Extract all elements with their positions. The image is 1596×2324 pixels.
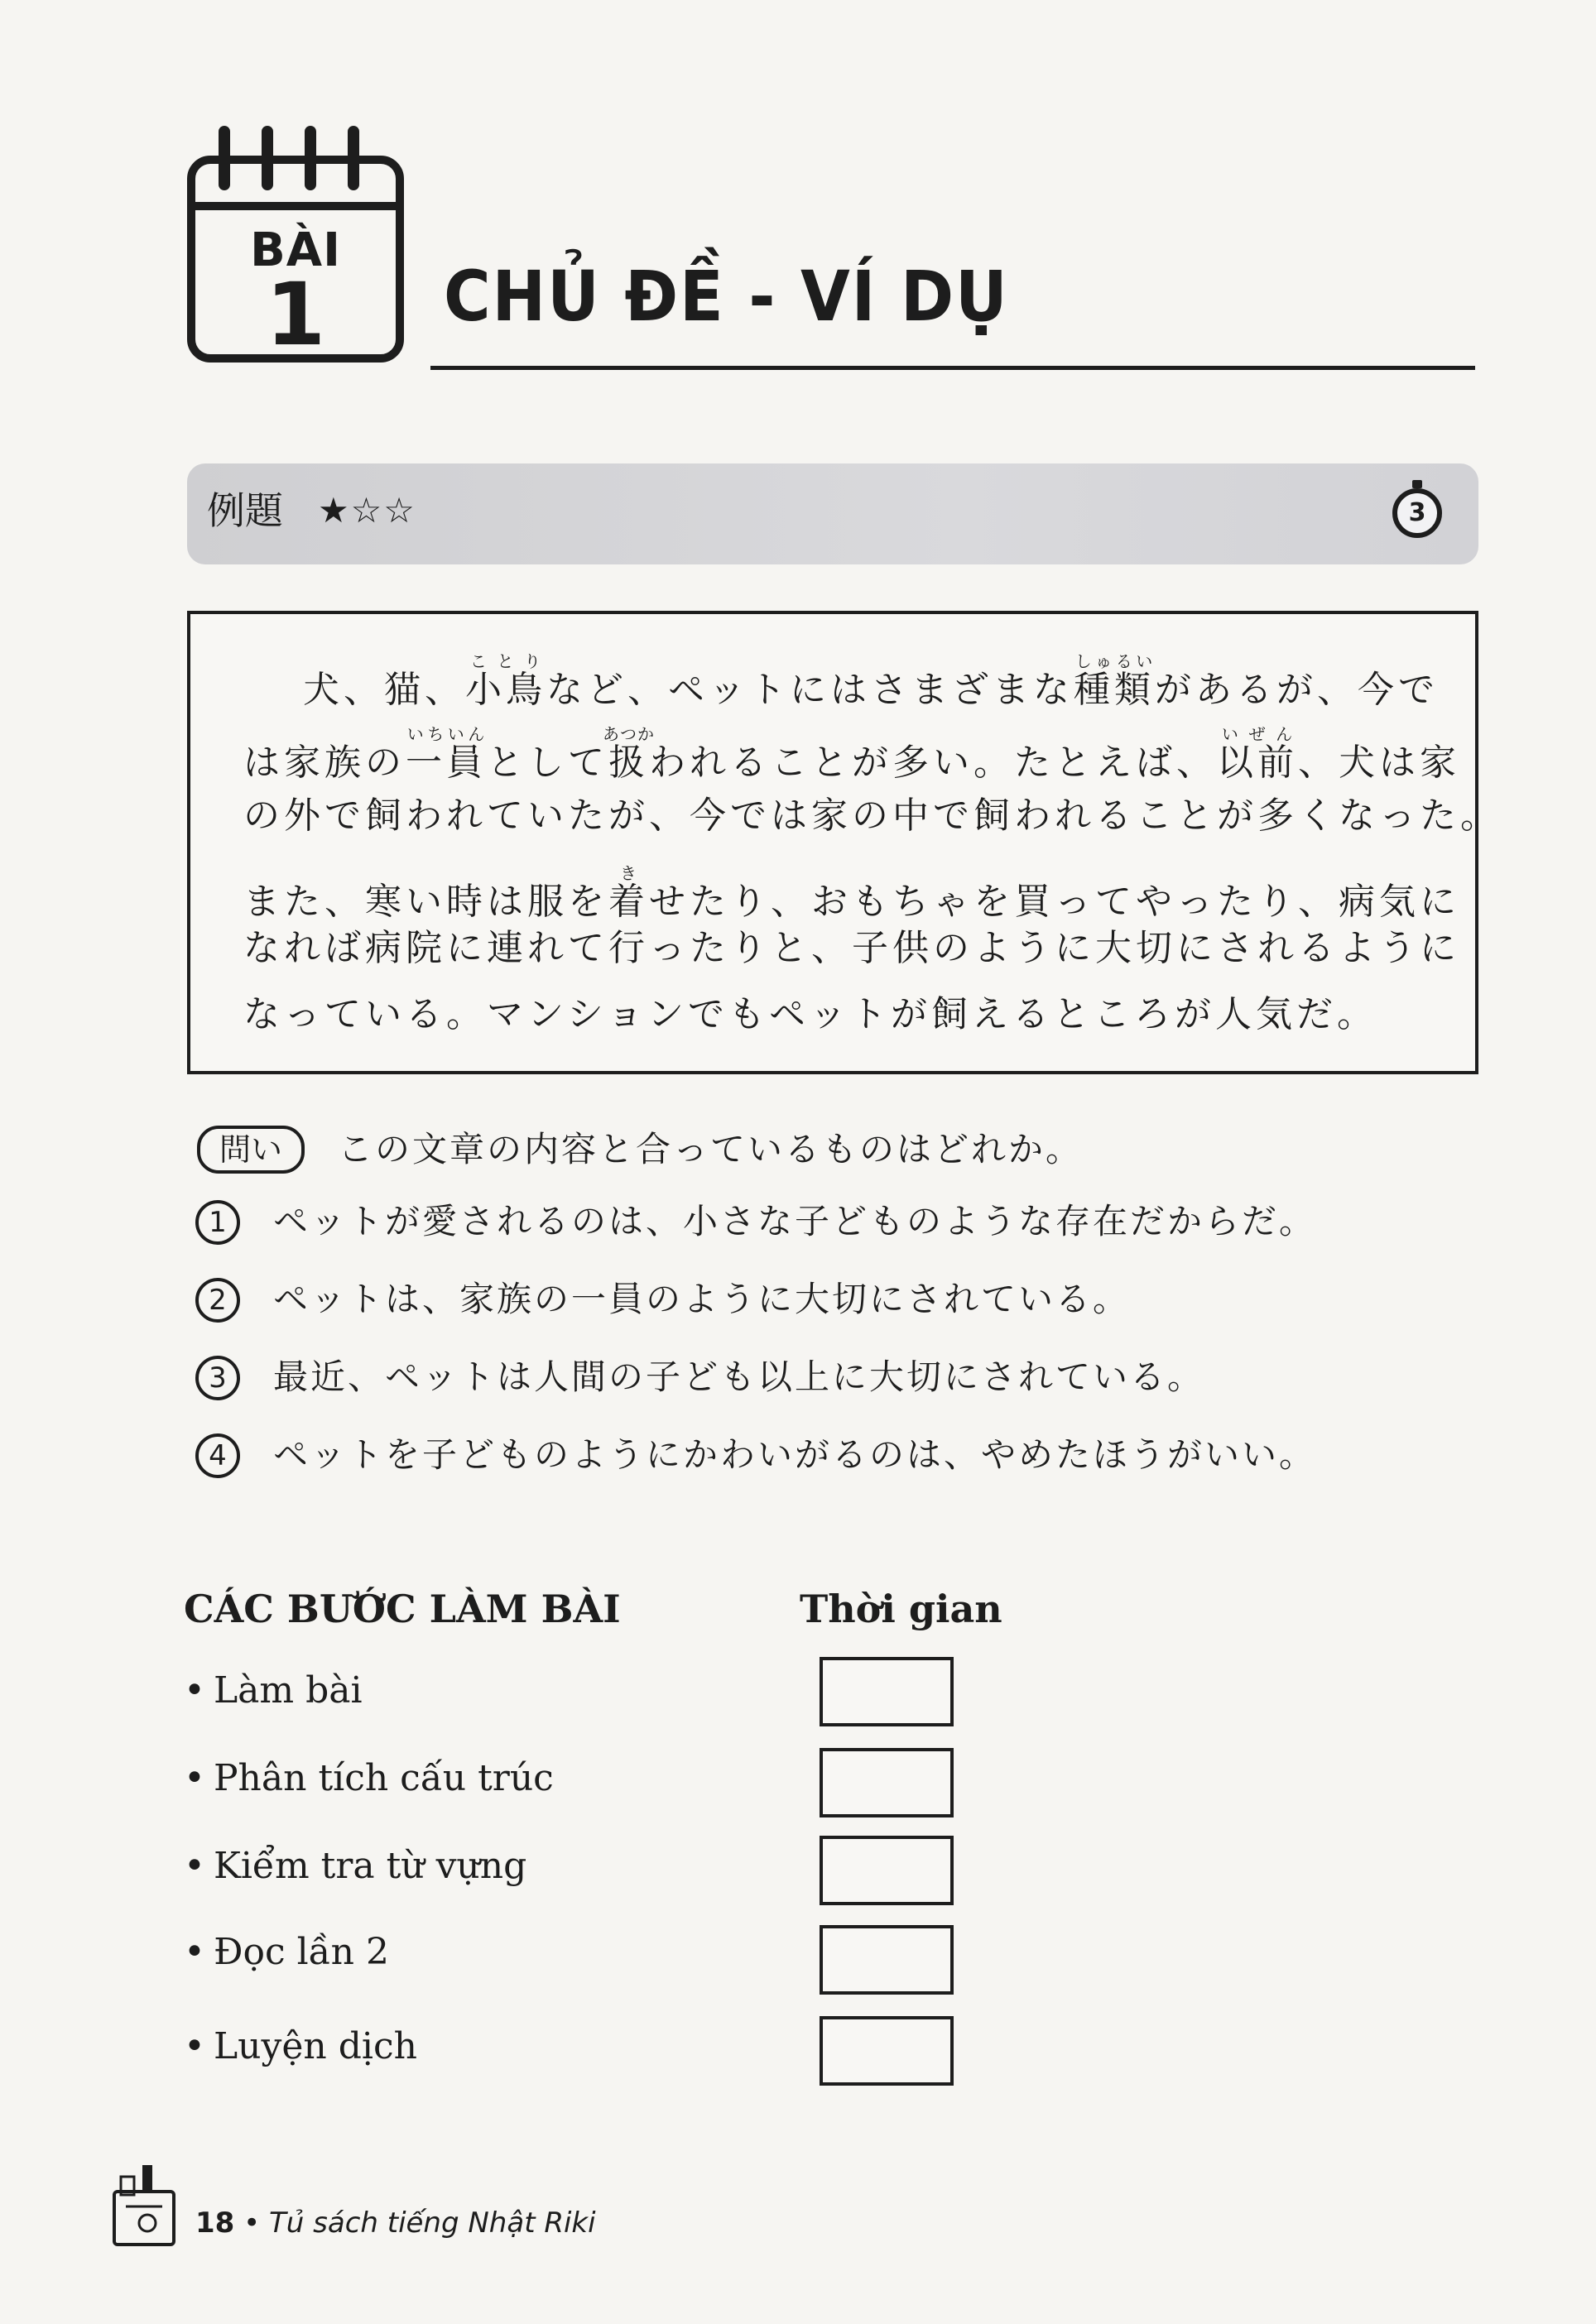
step-item: • Kiểm tra từ vựng: [184, 1842, 526, 1890]
passage-text: せたり、おもちゃを買ってやったり、病気に: [649, 881, 1460, 923]
furigana-word: 一員いちいん: [406, 724, 487, 784]
steps-heading: CÁC BƯỚC LÀM BÀI: [184, 1587, 621, 1631]
step-item: • Làm bài: [184, 1667, 363, 1715]
time-entry-box[interactable]: [820, 1748, 954, 1817]
time-entry-box[interactable]: [820, 1836, 954, 1905]
passage-text: なっている。マンションでもペットが飼えるところが人気だ。: [243, 993, 1378, 1035]
passage-text: 、犬は家: [1298, 742, 1460, 784]
time-entry-box[interactable]: [820, 1925, 954, 1995]
page-number: 18: [195, 2206, 235, 2240]
passage-text: なれば病院に連れて行ったりと、子供のように大切にされるように: [243, 927, 1460, 969]
passage-line: [243, 993, 1378, 1035]
passage-text: は家族の: [243, 742, 406, 784]
passage-line: [303, 651, 1439, 711]
passage-line: [243, 863, 1460, 923]
option-number: 2: [195, 1278, 240, 1323]
book-logo-icon: [109, 2158, 180, 2250]
passage-text: われることが多い。たとえば、: [649, 742, 1217, 784]
series-name: Tủ sách tiếng Nhật Riki: [269, 2206, 596, 2240]
lesson-badge-number: 1: [265, 264, 326, 365]
passage-text: があるが、今で: [1155, 669, 1439, 711]
furigana-word: 着き: [608, 863, 649, 923]
example-label: 例題: [207, 488, 283, 533]
step-item: • Luyện dịch: [184, 2023, 417, 2071]
time-entry-box[interactable]: [820, 1657, 954, 1726]
furigana-word: 小鳥ことり: [465, 651, 546, 711]
furigana-word: 以前いぜん: [1217, 724, 1298, 784]
passage-text: など、ペットにはさまざまな: [546, 669, 1074, 711]
furigana-word: 種類しゅるい: [1074, 651, 1155, 711]
lesson-badge: [187, 156, 404, 363]
calendar-ring-icon: [219, 126, 230, 190]
passage-text: また、寒い時は服を: [243, 881, 608, 923]
footer-separator: •: [243, 2206, 261, 2240]
stopwatch-icon: 3: [1392, 488, 1442, 538]
step-item: • Đọc lần 2: [184, 1928, 389, 1976]
time-entry-box[interactable]: [820, 2016, 954, 2086]
passage-line: [243, 795, 1501, 837]
passage-line: [243, 927, 1460, 969]
lesson-title: CHỦ ĐỀ - VÍ DỤ: [444, 256, 1009, 337]
option-number: 4: [195, 1433, 240, 1478]
reading-passage: [187, 611, 1501, 1074]
option-number: 3: [195, 1356, 240, 1400]
passage-text: の外で飼われていたが、今では家の中で飼われることが多くなった。: [243, 795, 1501, 837]
furigana-word: 扱あつか: [603, 724, 655, 784]
calendar-ring-icon: [262, 126, 273, 190]
passage-text: 犬、猫、: [303, 669, 465, 711]
page-footer: [195, 2205, 596, 2241]
step-item: • Phân tích cấu trúc: [184, 1755, 554, 1803]
option-text: ペットを子どものようにかわいがるのは、やめたほうがいい。: [273, 1434, 1317, 1475]
difficulty-stars: ★☆☆: [318, 490, 416, 531]
option-number: 1: [195, 1200, 240, 1245]
question-prompt: この文章の内容と合っているものはどれか。: [338, 1129, 1084, 1169]
title-divider: [430, 366, 1475, 370]
calendar-ring-icon: [348, 126, 359, 190]
option-text: ペットは、家族の一員のように大切にされている。: [273, 1279, 1131, 1319]
calendar-ring-icon: [305, 126, 316, 190]
option-text: 最近、ペットは人間の子ども以上に大切にされている。: [273, 1356, 1205, 1397]
lesson-badge-word: BÀI: [250, 223, 341, 277]
time-heading: Thời gian: [800, 1587, 1002, 1631]
question-label: 問い: [197, 1126, 305, 1174]
passage-text: として: [487, 742, 608, 784]
passage-line: [243, 724, 1460, 784]
option-text: ペットが愛されるのは、小さな子どものような存在だからだ。: [273, 1201, 1317, 1241]
